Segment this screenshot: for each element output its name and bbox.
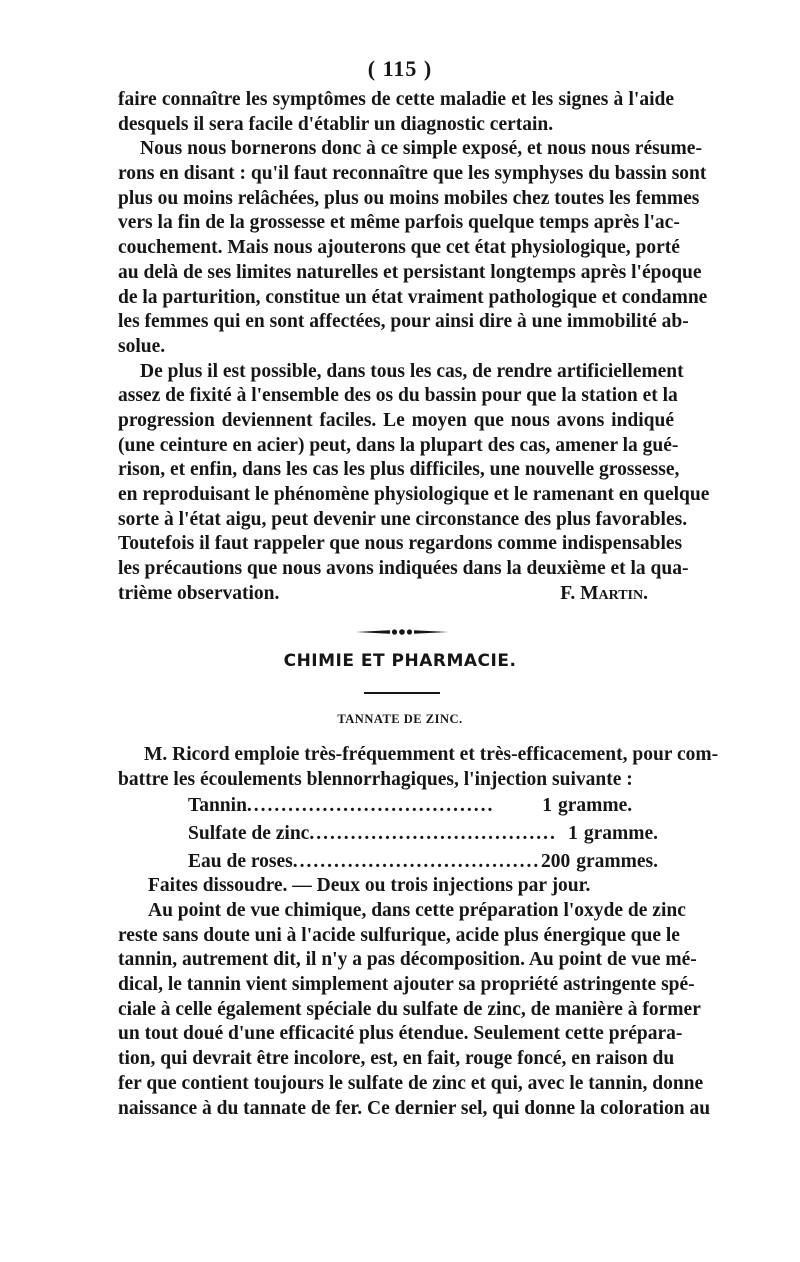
leader-dots: .................................... xyxy=(292,851,541,872)
text-line: desquels il sera facile d'établir un diagnostic certain. xyxy=(118,113,554,135)
ingredient-unit: grammes. xyxy=(576,851,658,872)
text-line: reste sans doute uni à l'acide sulfurique, acide plus énergique que le xyxy=(118,924,680,946)
directions-line: Faites dissoudre. — Deux ou trois injections par jour. xyxy=(148,875,591,896)
ornament-divider xyxy=(356,628,448,636)
ingredient-unit: gramme. xyxy=(558,795,633,816)
text-line: plus ou moins relâchées, plus ou moins mobiles chez toutes les femmes xyxy=(118,187,700,209)
text-line: un tout doué d'une efficacité plus étendue. Seulement cette prépara- xyxy=(118,1023,683,1045)
paragraph-block-2 xyxy=(118,899,711,1121)
ingredient-quantity: 200 xyxy=(540,851,571,872)
text-line: battre les écoulements blennorrhagiques, l'injection suivante : xyxy=(118,768,633,790)
text-line: tannin, autrement dit, il n'y a pas décomposition. Au point de vue mé- xyxy=(118,949,697,971)
text-line: tion, qui devrait être incolore, est, en fait, rouge foncé, en raison du xyxy=(118,1048,675,1070)
leader-dots: .................................... xyxy=(309,823,557,844)
section-rule xyxy=(364,692,440,694)
recipe-row xyxy=(188,848,658,876)
text-line: les précautions que nous avons indiquées dans la deuxième et la qua- xyxy=(118,558,689,580)
recipe-row xyxy=(188,792,658,820)
ingredient-unit: gramme. xyxy=(583,823,658,844)
text-line: (une ceinture en acier) peut, dans la plupart des cas, amener la gué- xyxy=(118,434,679,456)
recipe-list xyxy=(188,792,658,876)
ingredient-name: Sulfate de zinc xyxy=(188,823,310,844)
text-line: assez de fixité à l'ensemble des os du bassin pour que la station et la xyxy=(118,385,678,407)
text-line: progression deviennent faciles. Le moyen que nous avons indiqué xyxy=(118,409,674,431)
ingredient-quantity: 1 xyxy=(542,795,552,816)
page-number: ( 115 ) xyxy=(367,56,433,81)
ingredient-quantity: 1 xyxy=(568,823,578,844)
text-line: Toutefois il faut rappeler que nous regardons comme indispensables xyxy=(118,533,683,555)
ingredient-name: Eau de roses xyxy=(188,851,293,872)
text-line: Nous nous bornerons donc à ce simple exposé, et nous nous résume- xyxy=(140,138,702,160)
text-line: M. Ricord emploie très-fréquemment et très-efficacement, pour com- xyxy=(144,744,719,765)
leader-dots: .................................... xyxy=(246,795,495,816)
paragraph-block-1 xyxy=(118,88,710,606)
author-signature: F. Martin. xyxy=(560,582,648,604)
text-line: rons en disant : qu'il faut reconnaître que les symphyses du bassin sont xyxy=(118,163,707,185)
text-line: ciale à celle également spéciale du sulfate de zinc, de manière à former xyxy=(118,998,701,1020)
text-line: sorte à l'état aigu, peut devenir une circonstance des plus favorables. xyxy=(118,508,688,530)
text-line: dical, le tannin vient simplement ajouter sa propriété astringente spé- xyxy=(118,974,695,996)
text-line: de la parturition, constitue un état vraiment pathologique et condamne xyxy=(118,286,708,308)
section-title: CHIMIE ET PHARMACIE. xyxy=(283,651,517,671)
text-line: faire connaître les symptômes de cette maladie et les signes à l'aide xyxy=(118,89,674,110)
intro-paragraph xyxy=(118,743,719,792)
text-line: De plus il est possible, dans tous les cas, de rendre artificiellement xyxy=(140,360,684,382)
text-line: solue. xyxy=(118,335,166,357)
text-line: les femmes qui en sont affectées, pour ainsi dire à une immobilité ab- xyxy=(118,311,689,333)
closing-text: trième observation. xyxy=(118,582,280,604)
ingredient-name: Tannin xyxy=(188,795,247,816)
text-line: Au point de vue chimique, dans cette préparation l'oxyde de zinc xyxy=(148,900,686,921)
text-line: en reproduisant le phénomène physiologique et le ramenant en quelque xyxy=(118,484,710,505)
text-line: rison, et enfin, dans les cas les plus difficiles, une nouvelle grossesse, xyxy=(118,459,680,481)
text-line: vers la fin de la grossesse et même parfois quelque temps après l'ac- xyxy=(118,212,680,234)
closing-line xyxy=(118,582,674,607)
text-line: couchement. Mais nous ajouterons que cet état physiologique, porté xyxy=(118,237,680,259)
text-line: au delà de ses limites naturelles et persistant longtemps après l'époque xyxy=(118,261,702,283)
text-line: naissance à du tannate de fer. Ce dernier sel, qui donne la coloration au xyxy=(118,1097,711,1119)
subsection-title: TANNATE DE ZINC. xyxy=(337,712,463,726)
text-line: fer que contient toujours le sulfate de zinc et qui, avec le tannin, donne xyxy=(118,1072,704,1094)
recipe-row xyxy=(188,820,658,848)
directions-block xyxy=(118,874,674,899)
